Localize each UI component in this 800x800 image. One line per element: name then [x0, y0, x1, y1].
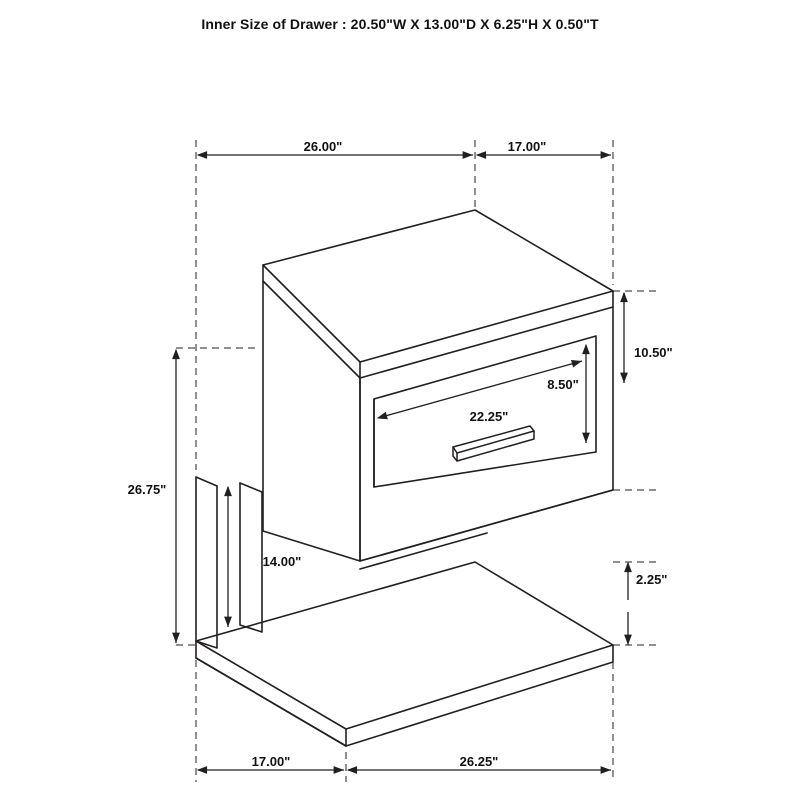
- page-title: Inner Size of Drawer : 20.50"W X 13.00"D X 6.25"H X 0.50"T: [201, 16, 599, 32]
- dimension-label-overall-height: 26.75": [127, 482, 167, 497]
- dimension-label-base-thickness: 2.25": [636, 572, 668, 587]
- dimension-label-drawer-face-height: 8.50": [547, 377, 579, 392]
- dimension-label-leg-opening-height: 14.00": [262, 554, 302, 569]
- dimension-label-right-upper: 10.50": [634, 345, 673, 360]
- dimension-label-top-right: 17.00": [507, 139, 547, 154]
- dimension-label-bottom-left: 17.00": [251, 754, 291, 769]
- dimension-label-drawer-face-width: 22.25": [469, 409, 509, 424]
- dimension-label-top-left: 26.00": [303, 139, 343, 154]
- drawer-pull: [453, 426, 534, 461]
- furniture-body: [196, 210, 613, 746]
- base-top-surface: [196, 562, 613, 729]
- extension-lines: [176, 140, 660, 782]
- dimension-label-bottom-right: 26.25": [459, 754, 499, 769]
- dimension-labels: [128, 139, 673, 769]
- dimension-lines: [176, 155, 628, 770]
- top-panel-surface: [263, 210, 613, 362]
